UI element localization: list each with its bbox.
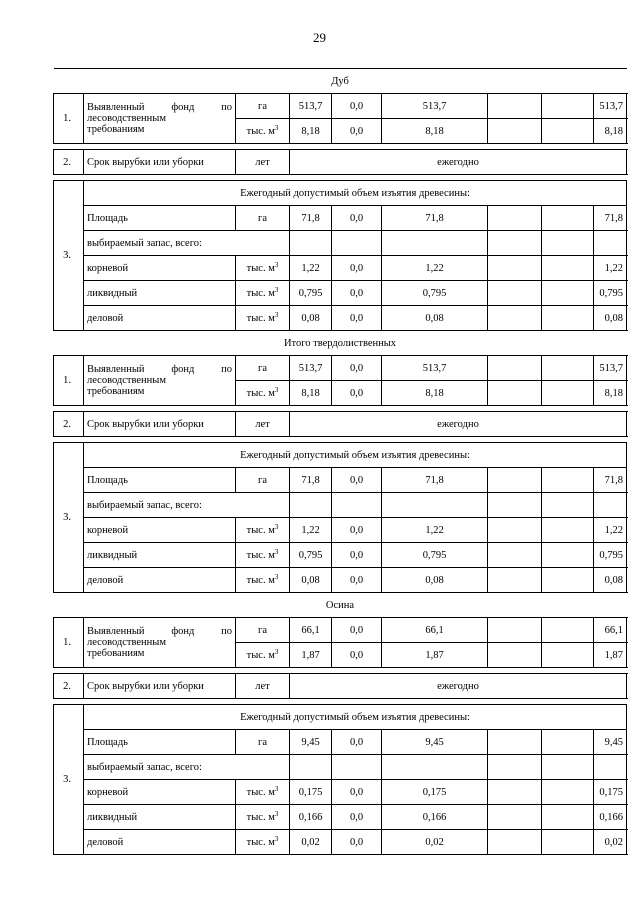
- section-title: Дуб: [54, 69, 627, 94]
- value-cell: [488, 256, 542, 281]
- value-cell: 8,18: [290, 119, 332, 144]
- value-cell: [542, 543, 594, 568]
- value-cell: 0,0: [332, 618, 382, 643]
- value-cell: [542, 119, 594, 144]
- business-label: деловой: [84, 568, 236, 593]
- table-row: [54, 231, 627, 256]
- value-cell: 1,22: [382, 518, 488, 543]
- table-row: [54, 181, 627, 206]
- value-cell: 1,22: [594, 256, 627, 281]
- value-cell: 1,87: [594, 643, 627, 668]
- liquid-label: ликвидный: [84, 805, 236, 830]
- area-label: Площадь: [84, 468, 236, 493]
- value-cell: 0,795: [594, 543, 627, 568]
- value-cell: 8,18: [290, 381, 332, 406]
- annual-volume-label: Ежегодный допустимый объем изъятия древесины:: [84, 705, 627, 730]
- stock-total-label: выбираемый запас, всего:: [84, 755, 290, 780]
- value-cell: [488, 568, 542, 593]
- annual-volume-label: Ежегодный допустимый объем изъятия древесины:: [84, 181, 627, 206]
- table-row: [54, 730, 627, 755]
- value-cell: 9,45: [594, 730, 627, 755]
- table-row: [54, 281, 627, 306]
- business-label: деловой: [84, 306, 236, 331]
- unit-cell: тыс. $м^3$: [236, 306, 290, 331]
- value-cell: [488, 730, 542, 755]
- stock-total-label: выбираемый запас, всего:: [84, 493, 290, 518]
- unit-cell: лет: [236, 150, 290, 175]
- value-cell: 71,8: [594, 468, 627, 493]
- value-cell: [542, 381, 594, 406]
- value-cell: [488, 780, 542, 805]
- value-cell: 513,7: [290, 94, 332, 119]
- value-cell: [542, 518, 594, 543]
- unit-cell: тыс. $м^3$: [236, 381, 290, 406]
- value-cell: 0,175: [594, 780, 627, 805]
- root-label: корневой: [84, 780, 236, 805]
- value-cell: [542, 281, 594, 306]
- value-cell: [542, 206, 594, 231]
- fund-description: Выявленный фонд по лесоводственным требованиям: [84, 94, 236, 144]
- row-number: 2.: [54, 412, 84, 437]
- value-cell: 66,1: [382, 618, 488, 643]
- value-cell: [542, 805, 594, 830]
- value-cell: 66,1: [290, 618, 332, 643]
- value-cell: 1,22: [594, 518, 627, 543]
- value-cell: 71,8: [290, 206, 332, 231]
- value-cell: 0,0: [332, 643, 382, 668]
- value-cell: [488, 306, 542, 331]
- unit-cell: га: [236, 94, 290, 119]
- value-cell: 0,166: [382, 805, 488, 830]
- value-cell: 71,8: [382, 468, 488, 493]
- row-number: 2.: [54, 674, 84, 699]
- unit-cell: тыс. $м^3$: [236, 543, 290, 568]
- value-cell: 66,1: [594, 618, 627, 643]
- section-title: Итого твердолиственных: [54, 331, 627, 356]
- value-cell: 0,175: [290, 780, 332, 805]
- row-number: 1.: [54, 356, 84, 406]
- annually-cell: ежегодно: [290, 674, 627, 699]
- value-cell: [488, 830, 542, 855]
- value-cell: 1,22: [290, 518, 332, 543]
- value-cell: 8,18: [382, 119, 488, 144]
- value-cell: 1,87: [382, 643, 488, 668]
- row-number: 3.: [54, 181, 84, 331]
- value-cell: [488, 356, 542, 381]
- value-cell: 9,45: [382, 730, 488, 755]
- value-cell: 0,0: [332, 381, 382, 406]
- value-cell: 0,0: [332, 518, 382, 543]
- value-cell: [488, 381, 542, 406]
- value-cell: 71,8: [382, 206, 488, 231]
- value-cell: 0,0: [332, 805, 382, 830]
- section-title: Осина: [54, 593, 627, 618]
- value-cell: 0,08: [290, 568, 332, 593]
- value-cell: 0,795: [290, 543, 332, 568]
- value-cell: [542, 94, 594, 119]
- value-cell: 71,8: [290, 468, 332, 493]
- unit-cell: лет: [236, 412, 290, 437]
- value-cell: [542, 468, 594, 493]
- value-cell: [488, 206, 542, 231]
- value-cell: 0,166: [594, 805, 627, 830]
- table-row: [54, 618, 627, 643]
- area-label: Площадь: [84, 206, 236, 231]
- liquid-label: ликвидный: [84, 281, 236, 306]
- unit-cell: га: [236, 206, 290, 231]
- value-cell: 0,02: [290, 830, 332, 855]
- value-cell: 0,0: [332, 543, 382, 568]
- unit-cell: га: [236, 356, 290, 381]
- fund-description: Выявленный фонд по лесоводственным требованиям: [84, 618, 236, 668]
- value-cell: 0,0: [332, 568, 382, 593]
- value-cell: [542, 618, 594, 643]
- table-row: [54, 150, 627, 175]
- row-number: 2.: [54, 150, 84, 175]
- value-cell: 0,08: [594, 306, 627, 331]
- value-cell: 0,0: [332, 119, 382, 144]
- value-cell: [542, 306, 594, 331]
- value-cell: 0,0: [332, 830, 382, 855]
- value-cell: [488, 94, 542, 119]
- value-cell: [488, 618, 542, 643]
- value-cell: 0,175: [382, 780, 488, 805]
- value-cell: 0,0: [332, 94, 382, 119]
- value-cell: 0,0: [332, 206, 382, 231]
- table-row: [54, 306, 627, 331]
- table-row: [54, 543, 627, 568]
- unit-cell: тыс. $м^3$: [236, 830, 290, 855]
- forestry-table: [53, 68, 627, 855]
- stock-total-label: выбираемый запас, всего:: [84, 231, 290, 256]
- table-row: [54, 780, 627, 805]
- value-cell: 0,08: [594, 568, 627, 593]
- unit-cell: тыс. $м^3$: [236, 256, 290, 281]
- value-cell: 0,0: [332, 356, 382, 381]
- cutting-period-label: Срок вырубки или уборки: [84, 412, 236, 437]
- root-label: корневой: [84, 256, 236, 281]
- annual-volume-label: Ежегодный допустимый объем изъятия древесины:: [84, 443, 627, 468]
- value-cell: 0,795: [290, 281, 332, 306]
- table-row: [54, 94, 627, 119]
- value-cell: 8,18: [594, 381, 627, 406]
- unit-cell: тыс. $м^3$: [236, 119, 290, 144]
- value-cell: 0,02: [594, 830, 627, 855]
- value-cell: 0,0: [332, 306, 382, 331]
- fund-description: Выявленный фонд по лесоводственным требованиям: [84, 356, 236, 406]
- unit-cell: тыс. $м^3$: [236, 568, 290, 593]
- unit-cell: тыс. $м^3$: [236, 780, 290, 805]
- table-row: [54, 805, 627, 830]
- value-cell: 8,18: [382, 381, 488, 406]
- unit-cell: тыс. $м^3$: [236, 518, 290, 543]
- unit-cell: га: [236, 468, 290, 493]
- value-cell: [542, 356, 594, 381]
- table-row: [54, 443, 627, 468]
- value-cell: [542, 568, 594, 593]
- table-row: [54, 412, 627, 437]
- value-cell: 8,18: [594, 119, 627, 144]
- value-cell: [542, 256, 594, 281]
- row-number: 1.: [54, 618, 84, 668]
- value-cell: 0,166: [290, 805, 332, 830]
- unit-cell: га: [236, 618, 290, 643]
- table-row: [54, 356, 627, 381]
- value-cell: 513,7: [594, 356, 627, 381]
- value-cell: 0,0: [332, 281, 382, 306]
- unit-cell: лет: [236, 674, 290, 699]
- value-cell: 1,22: [382, 256, 488, 281]
- value-cell: [542, 643, 594, 668]
- area-label: Площадь: [84, 730, 236, 755]
- value-cell: 0,0: [332, 256, 382, 281]
- value-cell: 0,795: [594, 281, 627, 306]
- page-number: 29: [313, 30, 326, 45]
- value-cell: 0,02: [382, 830, 488, 855]
- table-row: [54, 830, 627, 855]
- table-row: [54, 468, 627, 493]
- value-cell: 0,0: [332, 730, 382, 755]
- value-cell: 0,08: [382, 568, 488, 593]
- section-header-row: [54, 331, 627, 356]
- cutting-period-label: Срок вырубки или уборки: [84, 674, 236, 699]
- value-cell: [542, 830, 594, 855]
- cutting-period-label: Срок вырубки или уборки: [84, 150, 236, 175]
- business-label: деловой: [84, 830, 236, 855]
- table-row: [54, 674, 627, 699]
- row-number: 3.: [54, 705, 84, 855]
- value-cell: 9,45: [290, 730, 332, 755]
- value-cell: [488, 281, 542, 306]
- annually-cell: ежегодно: [290, 150, 627, 175]
- value-cell: [542, 730, 594, 755]
- table-row: [54, 568, 627, 593]
- table-row: [54, 755, 627, 780]
- value-cell: 513,7: [290, 356, 332, 381]
- value-cell: [542, 780, 594, 805]
- value-cell: 513,7: [382, 356, 488, 381]
- value-cell: [488, 468, 542, 493]
- value-cell: 0,08: [290, 306, 332, 331]
- value-cell: [488, 643, 542, 668]
- value-cell: 513,7: [594, 94, 627, 119]
- liquid-label: ликвидный: [84, 543, 236, 568]
- row-number: 3.: [54, 443, 84, 593]
- unit-cell: тыс. $м^3$: [236, 643, 290, 668]
- value-cell: 0,08: [382, 306, 488, 331]
- table-row: [54, 256, 627, 281]
- table-row: [54, 206, 627, 231]
- value-cell: 1,87: [290, 643, 332, 668]
- table-row: [54, 705, 627, 730]
- unit-cell: га: [236, 730, 290, 755]
- table-row: [54, 493, 627, 518]
- value-cell: 0,795: [382, 281, 488, 306]
- table-row: [54, 518, 627, 543]
- value-cell: [488, 518, 542, 543]
- value-cell: 513,7: [382, 94, 488, 119]
- section-header-row: [54, 69, 627, 94]
- value-cell: 1,22: [290, 256, 332, 281]
- value-cell: [488, 805, 542, 830]
- root-label: корневой: [84, 518, 236, 543]
- value-cell: [488, 119, 542, 144]
- value-cell: [488, 543, 542, 568]
- value-cell: 71,8: [594, 206, 627, 231]
- row-number: 1.: [54, 94, 84, 144]
- unit-cell: тыс. $м^3$: [236, 281, 290, 306]
- value-cell: 0,795: [382, 543, 488, 568]
- value-cell: 0,0: [332, 468, 382, 493]
- section-header-row: [54, 593, 627, 618]
- unit-cell: тыс. $м^3$: [236, 805, 290, 830]
- annually-cell: ежегодно: [290, 412, 627, 437]
- value-cell: 0,0: [332, 780, 382, 805]
